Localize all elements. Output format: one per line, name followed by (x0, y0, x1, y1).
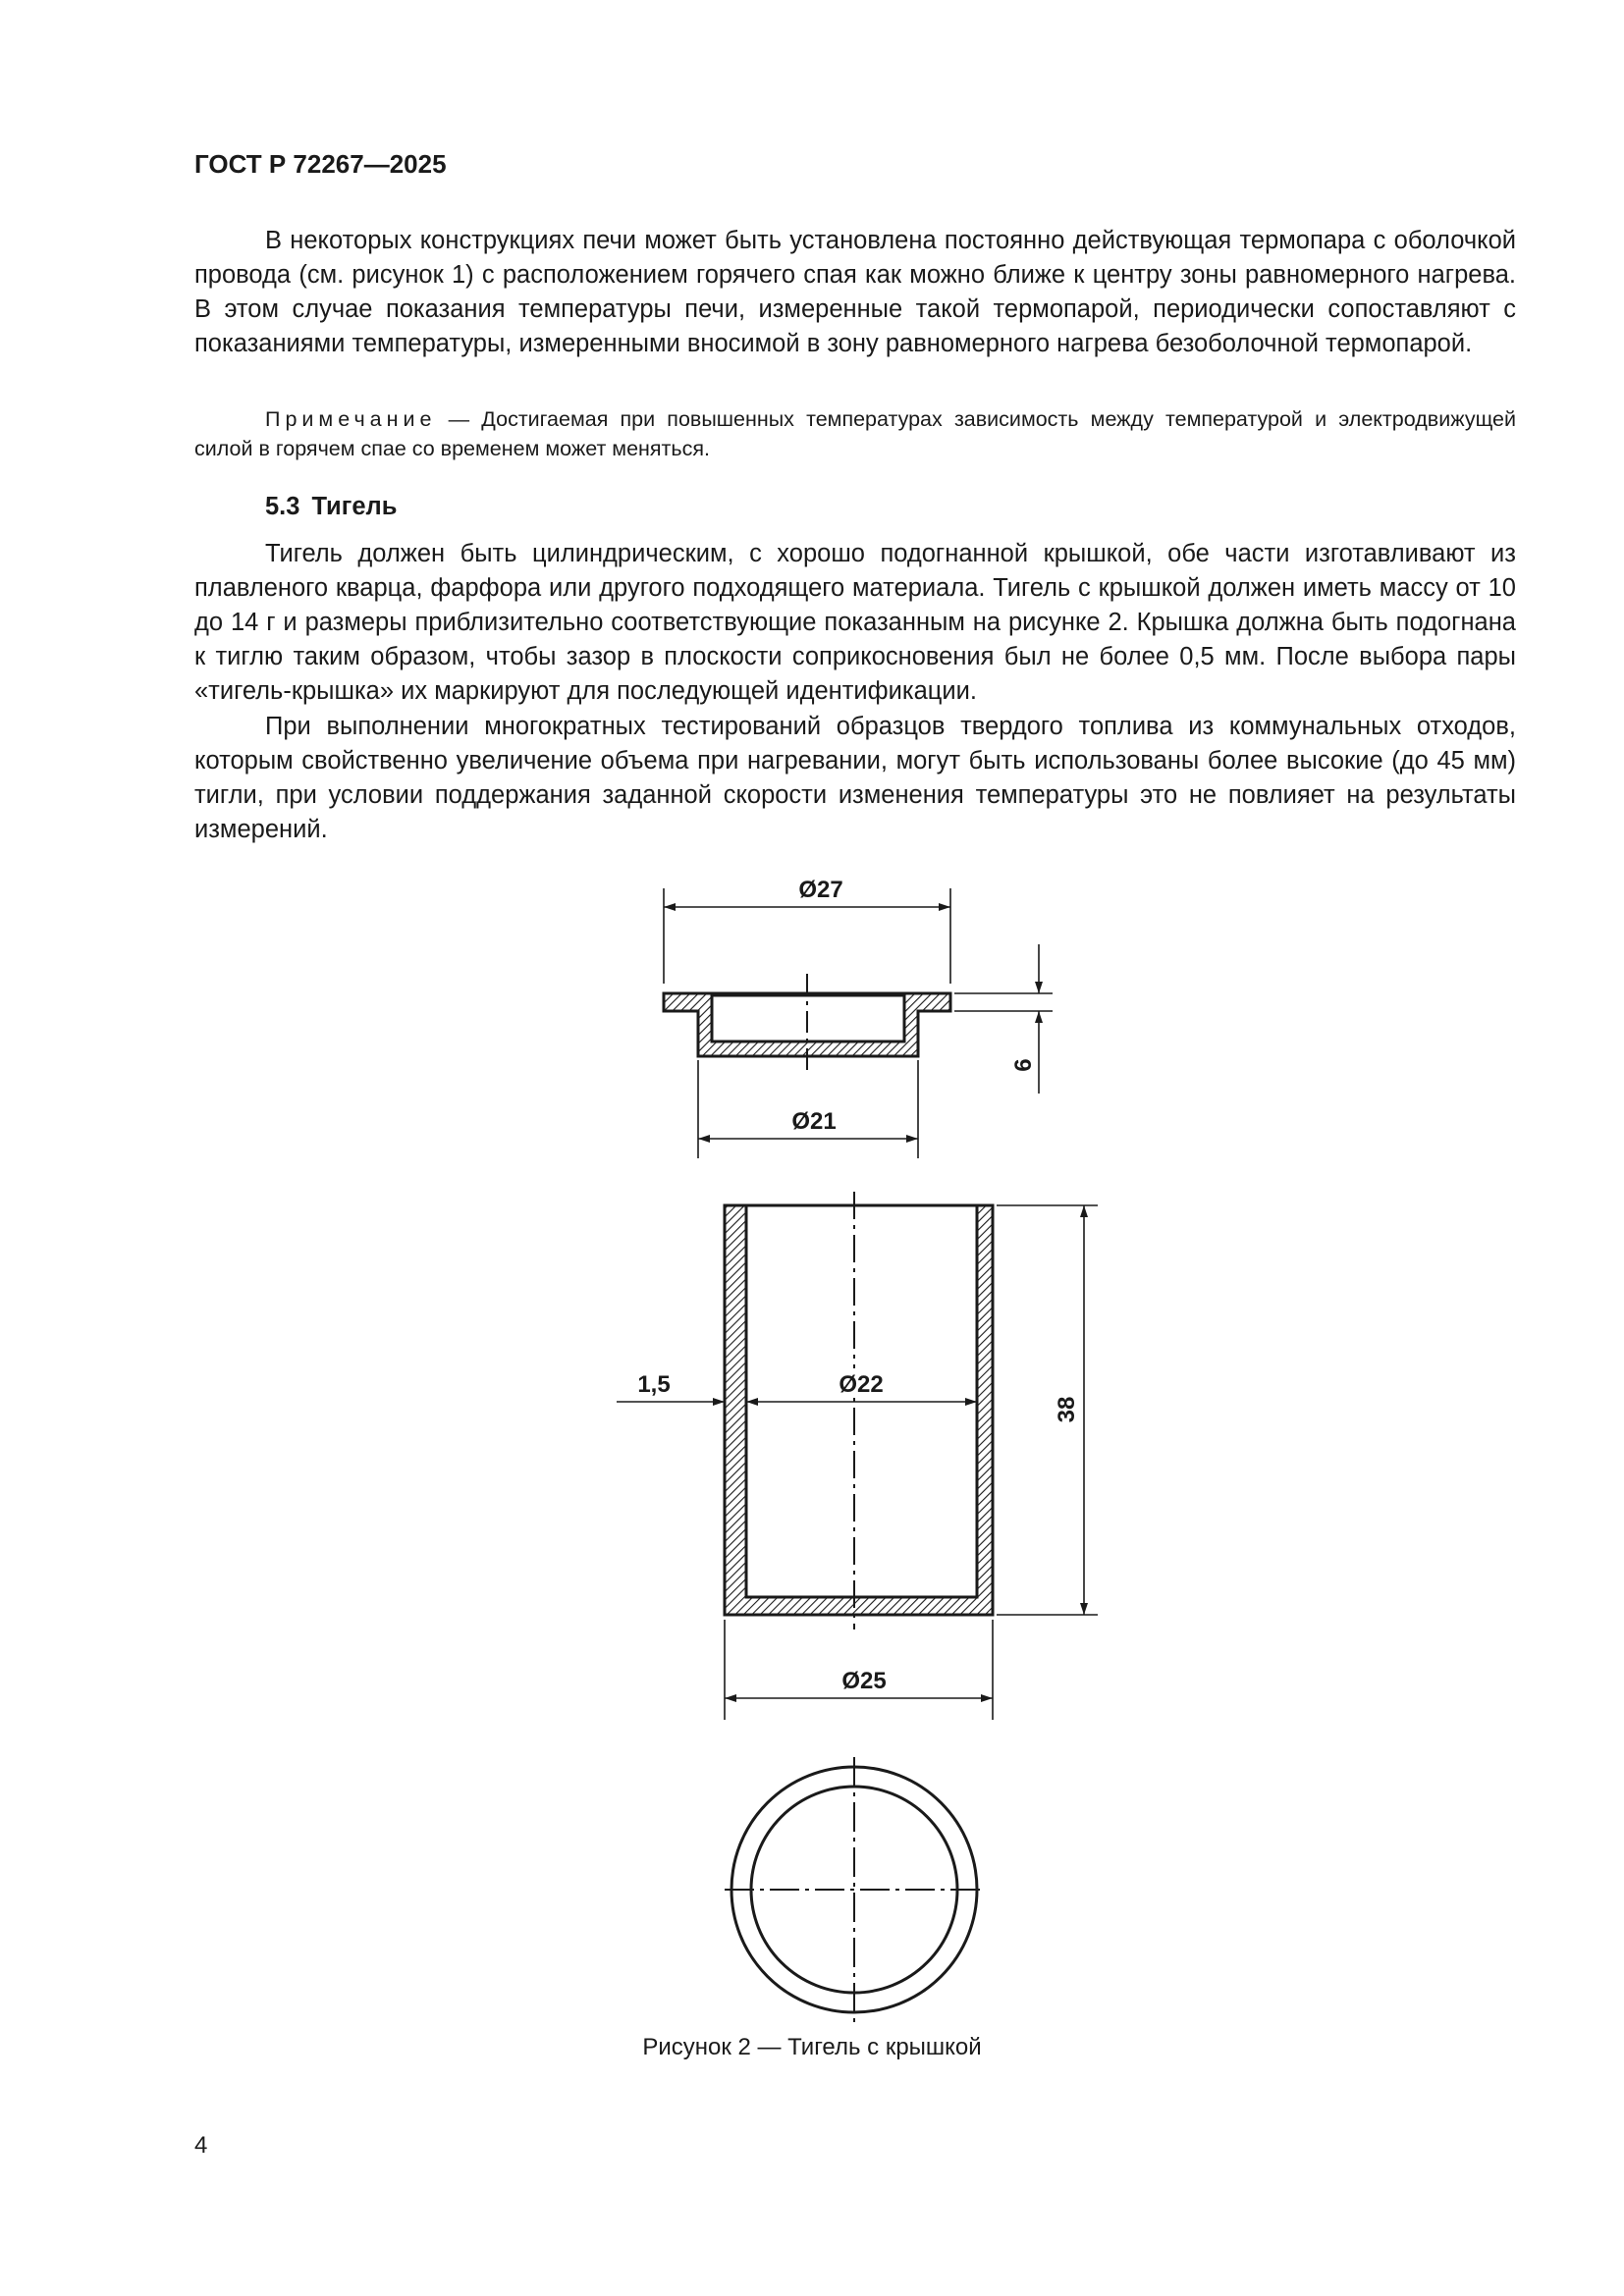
crucible-drawing (0, 854, 1624, 2022)
dim-lid-height: 6 (1010, 1058, 1037, 1072)
paragraph-multiple-tests: При выполнении многократных тестирований образцов твердого топлива из коммунальных отходов, которым свойственно увеличение объема при нагревании, могут быть использованы более высокие (до 45 мм) тигли, при условии поддержания заданной скорости изменения температуры это не повлияет на результаты измерений. (194, 713, 1516, 843)
height-dimension (997, 1205, 1098, 1615)
figure-caption: Рисунок 2 — Тигель с крышкой (642, 2034, 982, 2060)
note-text: — Достигаемая при повышенных температурах зависимость между температурой и электродвижущей силой в горячем спае со временем может меняться. (194, 407, 1516, 460)
section-title: Тигель (311, 493, 398, 520)
document-header: ГОСТ Р 72267—2025 (194, 149, 447, 179)
dim-height: 38 (1054, 1396, 1080, 1423)
dim-lid-outer: Ø27 (798, 877, 843, 903)
lid-section (664, 974, 950, 1070)
dim-lid-inner: Ø21 (791, 1108, 837, 1135)
paragraph-crucible: Тигель должен быть цилиндрическим, с хорошо подогнанной крышкой, обе части изготавливают из плавленого кварца, фарфора или другого подходящего материала. Тигель с крышкой должен иметь массу от 10 до 14 г и размеры приблизительно соответствующие показанным на рисунке 2. Крышка должна быть подогнана к тиглю таким образом, чтобы зазор в плоскости соприкосновения был не более 0,5 мм. После выбора пары «тигель-крышка» их маркируют для последующей идентификации. (194, 540, 1516, 705)
crucible-section (725, 1192, 993, 1629)
lid-outer-dimension (664, 877, 950, 984)
section-heading (265, 493, 397, 521)
crucible-top-view (725, 1757, 984, 2022)
dim-wall-thickness: 1,5 (637, 1371, 671, 1398)
dim-outer-diameter: Ø25 (841, 1668, 887, 1694)
wall-thickness-dimension (617, 1371, 725, 1402)
note-paragraph (194, 404, 1516, 463)
note-label: Примечание (265, 407, 437, 431)
dim-inner-diameter: Ø22 (839, 1371, 884, 1398)
paragraph-thermocouple: В некоторых конструкциях печи может быть установлена постоянно действующая термопара с оболочкой провода (см. рисунок 1) с расположением горячего спая как можно ближе к центру зоны равномерного нагрева. В этом случае показания температуры печи, измеренные такой термопарой, периодически сопоставляют с показаниями температуры, измеренными вносимой в зону равномерного нагрева безоболочной термопарой. (194, 227, 1516, 357)
section-number: 5.3 (265, 493, 300, 520)
outer-diameter-dimension (725, 1620, 993, 1720)
lid-height-dimension (954, 944, 1053, 1094)
page-number: 4 (194, 2132, 208, 2159)
lid-inner-dimension (698, 1060, 918, 1158)
